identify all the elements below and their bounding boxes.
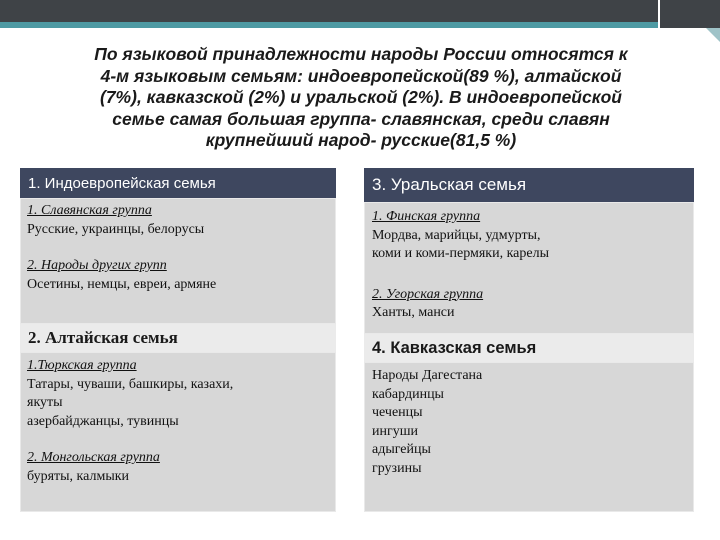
caucasian-people: адыгейцы bbox=[372, 442, 431, 457]
ugric-group-peoples: Ханты, манси bbox=[372, 305, 455, 320]
other-groups-title: 2. Народы других групп bbox=[27, 258, 167, 273]
caucasian-title: 4. Кавказская семья bbox=[372, 338, 537, 357]
indo-european-header bbox=[20, 168, 336, 198]
indo-european-title: 1. Индоевропейская семья bbox=[28, 174, 216, 192]
heading-line: По языковой принадлежности народы России относятся к bbox=[94, 44, 628, 64]
slavic-group-title: 1. Славянская группа bbox=[27, 203, 152, 218]
heading-line: семье самая большая группа- славянская, среди славян bbox=[112, 108, 610, 129]
caucasian-people: грузины bbox=[372, 460, 422, 476]
heading-line: 4-м языковым семьям: индоевропейской(89 %), алтайской bbox=[100, 65, 622, 86]
caucasian-people: кабардинцы bbox=[372, 386, 444, 402]
caucasian-people: ингуши bbox=[372, 423, 418, 439]
caucasian-content bbox=[372, 367, 690, 478]
top-corner-block bbox=[658, 0, 720, 28]
heading-line: крупнейший народ- русские(81,5 %) bbox=[205, 130, 517, 151]
uralic-content bbox=[372, 208, 690, 323]
other-groups-peoples: Осетины, немцы, евреи, армяне bbox=[27, 276, 217, 292]
turkic-group-title: 1.Тюркская группа bbox=[27, 358, 137, 373]
slavic-group-peoples: Русские, украинцы, белорусы bbox=[27, 221, 205, 237]
altaic-header bbox=[20, 324, 336, 352]
turkic-group-peoples: якуты bbox=[27, 395, 63, 410]
finnic-group-peoples: Мордва, марийцы, удмурты, bbox=[372, 227, 541, 243]
altaic-title: 2. Алтайская семья bbox=[28, 328, 178, 347]
corner-triangle bbox=[706, 28, 720, 42]
altaic-content bbox=[27, 357, 332, 486]
uralic-header bbox=[364, 168, 694, 202]
uralic-title: 3. Уральская семья bbox=[372, 175, 527, 194]
finnic-group-peoples: коми и коми-пермяки, карелы bbox=[372, 246, 550, 261]
finnic-group-title: 1. Финская группа bbox=[372, 209, 481, 224]
caucasian-people: Народы Дагестана bbox=[372, 368, 483, 383]
page-heading bbox=[24, 44, 698, 152]
mongolic-group-title: 2. Монгольская группа bbox=[27, 450, 160, 465]
caucasian-people: чеченцы bbox=[372, 405, 423, 420]
ugric-group-title: 2. Угорская группа bbox=[372, 286, 484, 302]
turkic-group-peoples: Татары, чуваши, башкиры, казахи, bbox=[27, 376, 234, 392]
mongolic-group-peoples: буряты, калмыки bbox=[27, 468, 130, 484]
indo-european-content bbox=[27, 202, 332, 294]
top-bar bbox=[0, 0, 720, 22]
heading-line: (7%), кавказской (2%) и уральской (2%). В индоевропейской bbox=[100, 87, 622, 108]
turkic-group-peoples: азербайджанцы, тувинцы bbox=[27, 413, 179, 429]
top-accent-stripe bbox=[0, 22, 720, 28]
caucasian-header bbox=[364, 334, 694, 362]
